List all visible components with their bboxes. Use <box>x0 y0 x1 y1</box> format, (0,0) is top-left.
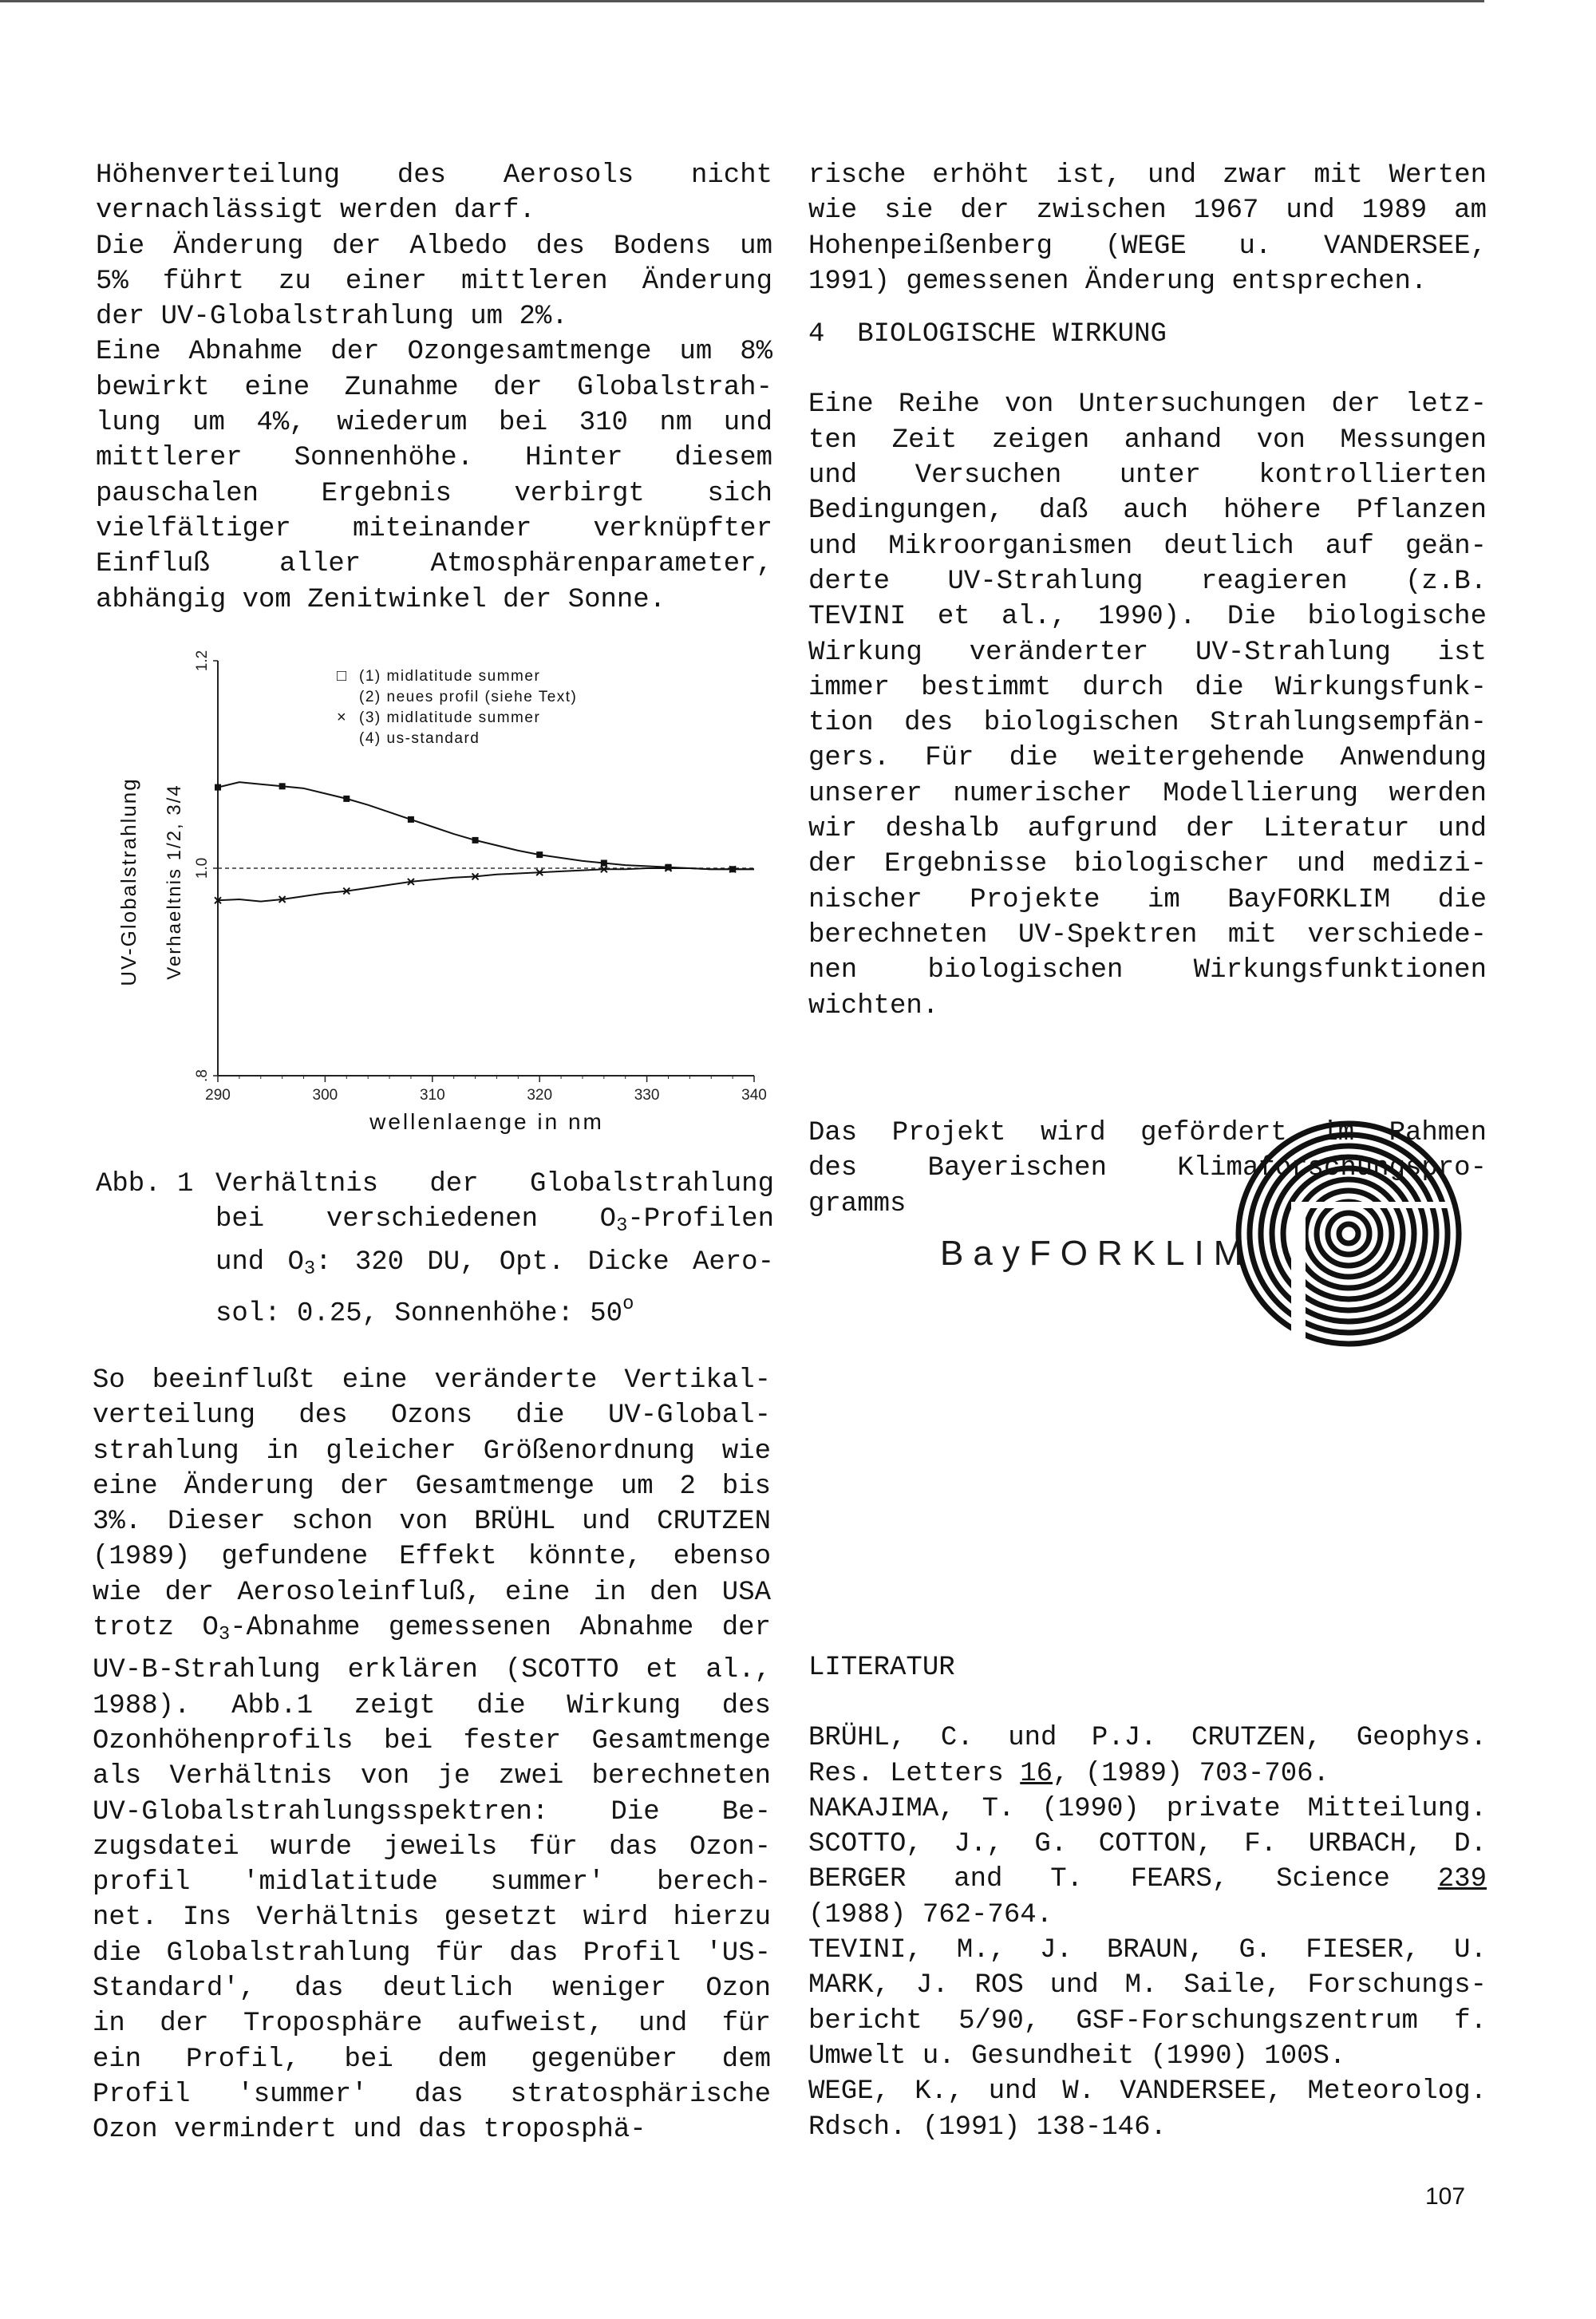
text-line: wichten. <box>808 990 939 1021</box>
data-point-square <box>215 784 221 791</box>
text-line: trotz $O_3$-Abnahme gemessenen Abnahme der <box>93 1613 771 1646</box>
text-line: abhängig vom Zenitwinkel der Sonne. <box>96 584 666 615</box>
text-line: eine Änderung der Gesamtmenge um 2 bis <box>93 1471 771 1502</box>
text-line: berechneten UV-Spektren mit verschiede- <box>808 919 1487 950</box>
text-line: strahlung in gleicher Größenordnung wie <box>93 1436 771 1467</box>
text-line: Ozonhöhenprofils bei fester Gesamtmenge <box>93 1725 771 1756</box>
reference-line: SCOTTO, J., G. COTTON, F. URBACH, D. <box>808 1829 1487 1860</box>
bayforklim-logo-text: BayFORKLIM <box>940 1234 1253 1273</box>
text-line: wie sie der zwischen 1967 und 1989 am <box>808 196 1487 227</box>
text-line: TEVINI et al., 1990). Die biologische <box>808 602 1487 633</box>
chart-svg <box>117 650 774 1145</box>
text-line: der UV-Globalstrahlung um 2%. <box>96 302 568 333</box>
y-tick-label: .8 <box>194 1069 211 1082</box>
text-line: ein Profil, bei dem gegenüber dem <box>93 2044 771 2075</box>
text-line: unserer numerischer Modellierung werden <box>808 778 1487 809</box>
y-tick-label: 1.2 <box>194 650 211 672</box>
funding-line: Das Projekt wird gefördert im Rahmen <box>808 1118 1487 1148</box>
text-line: Einfluß aller Atmosphärenparameter, <box>96 549 772 580</box>
text-line: Bedingungen, daß auch höhere Pflanzen <box>808 496 1487 527</box>
x-tick-label: 310 <box>419 1087 445 1104</box>
legend-entry: (4) us-standard <box>359 730 480 747</box>
right-intro-paragraph <box>808 158 1487 299</box>
text-line: vielfältiger miteinander verknüpfter <box>96 513 772 544</box>
text-line: und Versuchen unter kontrollierten <box>808 460 1487 492</box>
text-line: net. Ins Verhältnis gesetzt wird hierzu <box>93 1902 771 1934</box>
text-line: Ozon vermindert und das troposphä- <box>93 2115 646 2146</box>
text-line: UV-B-Strahlung erklären (SCOTTO et al., <box>93 1655 771 1686</box>
text-line: zugsdatei wurde jeweils für das Ozon- <box>93 1831 771 1863</box>
legend-entry: (3) midlatitude summer <box>359 709 541 726</box>
references <box>808 1650 1487 2145</box>
section-paragraph <box>808 387 1487 1023</box>
legend-entry: (2) neues profil (siehe Text) <box>359 689 578 705</box>
legend-entry: (1) midlatitude summer <box>359 668 541 685</box>
text-line: mittlerer Sonnenhöhe. Hinter diesem <box>96 443 772 474</box>
text-line: 3%. Dieser schon von BRÜHL und CRUTZEN <box>93 1507 771 1538</box>
text-line: als Verhältnis von je zwei berechneten <box>93 1761 771 1792</box>
text-line: gers. Für die weitergehende Anwendung <box>808 743 1487 774</box>
text-line: vernachlässigt werden darf. <box>96 196 535 227</box>
caption-line: Verhältnis der Globalstrahlung <box>215 1169 774 1199</box>
text-line: rische erhöht ist, und zwar mit Werten <box>808 160 1487 191</box>
y-axis-label-outer: UV-Globalstrahlung <box>117 777 140 986</box>
data-point-square <box>536 851 543 858</box>
text-line: Höhenverteilung des Aerosols nicht <box>96 160 772 191</box>
reference-line: bericht 5/90, GSF-Forschungszentrum f. <box>808 2005 1487 2037</box>
funding-line: gramms <box>808 1188 907 1219</box>
text-line: wir deshalb aufgrund der Literatur und <box>808 814 1487 845</box>
funding-line: des Bayerischen Klimaforschungspro- <box>808 1153 1487 1184</box>
reference-line: NAKAJIMA, T. (1990) private Mitteilung. <box>808 1793 1487 1824</box>
references-heading: LITERATUR <box>808 1653 955 1683</box>
text-line: wie der Aerosoleinfluß, eine in den USA <box>93 1577 771 1608</box>
x-tick-label: 300 <box>312 1087 338 1104</box>
reference-line: Umwelt u. Gesundheit (1990) 100S. <box>808 2040 1346 2072</box>
text-line: Standard', das deutlich weniger Ozon <box>93 1973 771 2004</box>
reference-line: BERGER and T. FEARS, Science 239 <box>808 1864 1487 1895</box>
series-line-1 <box>218 782 754 869</box>
text-line: Die Änderung der Albedo des Bodens um <box>96 231 772 262</box>
text-line: bewirkt eine Zunahme der Globalstrah- <box>96 372 772 403</box>
caption-label: Abb. 1 <box>96 1169 194 1199</box>
series-line-2 <box>218 868 754 902</box>
x-tick-label: 290 <box>205 1087 231 1104</box>
text-line: 5% führt zu einer mittleren Änderung <box>96 266 772 297</box>
text-line: die Globalstrahlung für das Profil 'US- <box>93 1938 771 1969</box>
caption-text <box>215 1167 774 1331</box>
text-line: Hohenpeißenberg (WEGE u. VANDERSEE, <box>808 231 1487 262</box>
data-point-square <box>343 796 350 802</box>
text-line: Wirkung veränderter UV-Strahlung ist <box>808 637 1487 668</box>
page-number: 107 <box>1425 2183 1466 2210</box>
text-line: Eine Abnahme der Ozongesamtmenge um 8% <box>96 337 772 368</box>
text-line: immer bestimmt durch die Wirkungsfunk- <box>808 672 1487 703</box>
text-line: tion des biologischen Strahlungsempfän- <box>808 708 1487 739</box>
y-tick-label: 1.0 <box>194 857 211 879</box>
bayforklim-logo-icon <box>1291 1202 1448 1358</box>
text-line: So beeinflußt eine veränderte Vertikal- <box>93 1365 771 1396</box>
text-line: 1991) gemessenen Änderung entsprechen. <box>808 266 1428 297</box>
text-line: in der Troposphäre aufweist, und für <box>93 2009 771 2040</box>
reference-list <box>808 1720 1487 2145</box>
reference-line: BRÜHL, C. und P.J. CRUTZEN, Geophys. <box>808 1723 1487 1754</box>
text-line: lung um 4%, wiederum bei 310 nm und <box>96 408 772 439</box>
x-axis-label: wellenlaenge in nm <box>369 1109 604 1134</box>
reference-line: (1988) 762-764. <box>808 1899 1053 1930</box>
text-line: der Ergebnisse biologischer und medizi- <box>808 849 1487 880</box>
text-line: nischer Projekte im BayFORKLIM die <box>808 884 1487 915</box>
top-rule <box>0 0 1484 2</box>
text-line: profil 'midlatitude summer' berech- <box>93 1867 771 1898</box>
figure-1-chart <box>117 650 774 1145</box>
x-tick-label: 340 <box>741 1087 767 1104</box>
text-line: ten Zeit zeigen anhand von Messungen <box>808 425 1487 456</box>
text-line: 1988). Abb.1 zeigt die Wirkung des <box>93 1690 771 1721</box>
reference-line: MARK, J. ROS und M. Saile, Forschungs- <box>808 1970 1487 2001</box>
reference-line: Rdsch. (1991) 138-146. <box>808 2112 1167 2143</box>
data-point-square <box>601 860 607 867</box>
caption-line: sol: 0.25, Sonnenhöhe: 50$^o$ <box>215 1293 634 1329</box>
data-point-square <box>279 783 286 789</box>
text-line: und Mikroorganismen deutlich auf geän- <box>808 531 1487 562</box>
text-line: derte UV-Strahlung reagieren (z.B. <box>808 566 1487 597</box>
y-axis-label-inner: Verhaeltnis 1/2, 3/4 <box>164 784 185 980</box>
reference-line: TEVINI, M., J. BRAUN, G. FIESER, U. <box>808 1935 1487 1966</box>
text-line: (1989) gefundene Effekt könnte, ebenso <box>93 1542 771 1573</box>
text-line: Profil 'summer' das stratosphärische <box>93 2079 771 2110</box>
legend-marker: × <box>337 709 346 726</box>
left-column-intro <box>96 158 772 618</box>
reference-line: Res. Letters 16, (1989) 703-706. <box>808 1758 1329 1789</box>
data-point-square <box>472 837 479 843</box>
caption-line: bei verschiedenen $O_3$-Profilen <box>215 1204 774 1238</box>
figure-caption <box>96 1167 774 1331</box>
text-line: Eine Reihe von Untersuchungen der letz- <box>808 389 1487 421</box>
section-heading: 4 BIOLOGISCHE WIRKUNG <box>808 319 1167 350</box>
text-line: UV-Globalstrahlungsspektren: Die Be- <box>93 1796 771 1827</box>
text-line: nen biologischen Wirkungsfunktionen <box>808 955 1487 986</box>
left-column-body <box>93 1363 771 2147</box>
x-tick-label: 330 <box>634 1087 660 1104</box>
legend-marker: □ <box>337 667 347 685</box>
right-column <box>808 158 1487 1024</box>
text-line: verteilung des Ozons die UV-Global- <box>93 1400 771 1432</box>
reference-line: WEGE, K., und W. VANDERSEE, Meteorolog. <box>808 2076 1487 2108</box>
text-line: pauschalen Ergebnis verbirgt sich <box>96 478 772 509</box>
caption-line: und $O_3$: 320 DU, Opt. Dicke Aero- <box>215 1246 774 1280</box>
x-tick-label: 320 <box>527 1087 553 1104</box>
data-point-square <box>408 816 414 823</box>
